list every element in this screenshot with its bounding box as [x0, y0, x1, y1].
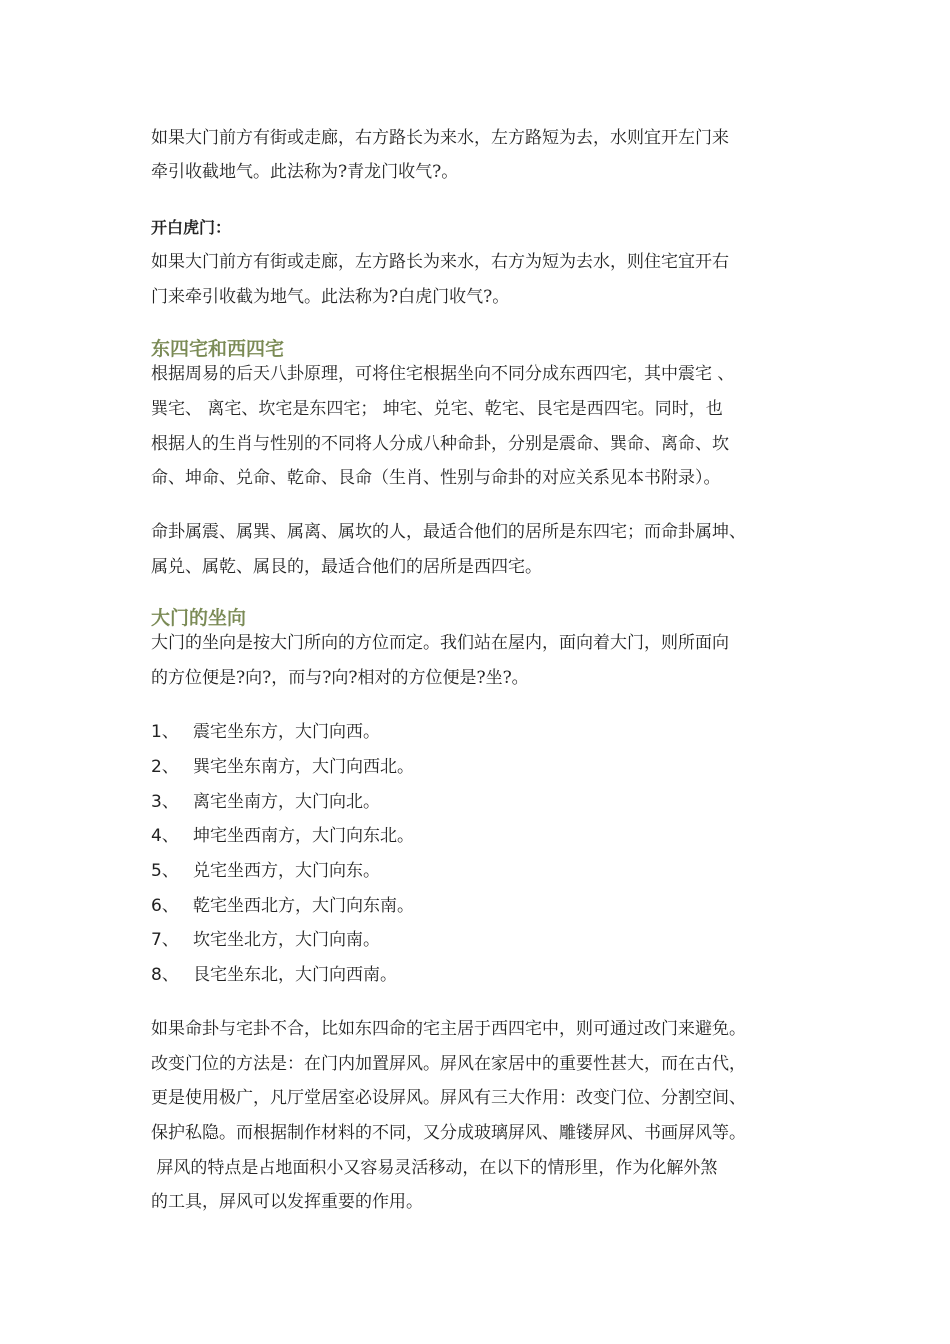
final-para-line-1: 如果命卦与宅卦不合，比如东四命的宅主居于西四宅中，则可通过改门来避免。 [151, 1019, 746, 1039]
final-para-line-5: 屏风的特点是占地面积小又容易灵活移动，在以下的情形里，作为化解外煞 [151, 1158, 718, 1178]
list-text: 艮宅坐东北，大门向西南。 [193, 965, 397, 985]
qinglong-line-1: 如果大门前方有街或走廊，右方路长为来水，左方路短为去，水则宜开左门来 [151, 128, 729, 148]
list-number: 8、 [151, 965, 179, 985]
list-item [151, 895, 414, 917]
list-number: 1、 [151, 722, 179, 742]
section1-para2-line-2: 属兑、属乾、属艮的，最适合他们的居所是西四宅。 [151, 557, 542, 577]
section2-line-1: 大门的坐向是按大门所向的方位而定。我们站在屋内，面向着大门，则所面向 [151, 633, 729, 653]
section1-para1-line-3: 根据人的生肖与性别的不同将人分成八种命卦，分别是震命、巽命、离命、坎 [151, 434, 729, 454]
baihu-line-2: 门来牵引收截为地气。此法称为?白虎门收气?。 [151, 287, 510, 307]
section-heading-east-west: 东四宅和西四宅 [151, 338, 285, 360]
list-item [151, 791, 380, 813]
list-text: 离宅坐南方，大门向北。 [193, 792, 380, 812]
list-item [151, 964, 397, 986]
final-para-line-3: 更是使用极广，凡厅堂居室必设屏风。屏风有三大作用：改变门位、分割空间、 [151, 1088, 746, 1108]
list-text: 震宅坐东方，大门向西。 [193, 722, 380, 742]
list-number: 3、 [151, 792, 179, 812]
section1-para1-line-2: 巽宅、 离宅、坎宅是东四宅； 坤宅、兑宅、乾宅、艮宅是西四宅。同时，也 [151, 399, 723, 419]
list-item [151, 860, 380, 882]
baihu-title: 开白虎门： [151, 218, 232, 237]
section1-para2-line-1: 命卦属震、属巽、属离、属坎的人，最适合他们的居所是东四宅；而命卦属坤、 [151, 522, 746, 542]
list-number: 4、 [151, 826, 179, 846]
list-item [151, 929, 380, 951]
list-text: 兑宅坐西方，大门向东。 [193, 861, 380, 881]
final-para-line-4: 保护私隐。而根据制作材料的不同，又分成玻璃屏风、雕镂屏风、书画屏风等。 [151, 1123, 746, 1143]
list-number: 6、 [151, 896, 179, 916]
list-number: 2、 [151, 757, 179, 777]
list-text: 乾宅坐西北方，大门向东南。 [193, 896, 414, 916]
section-heading-door-orientation: 大门的坐向 [151, 607, 247, 629]
section1-para1-line-1: 根据周易的后天八卦原理，可将住宅根据坐向不同分成东西四宅，其中震宅 、 [151, 364, 735, 384]
qinglong-line-2: 牵引收截地气。此法称为?青龙门收气?。 [151, 162, 459, 182]
list-number: 7、 [151, 930, 179, 950]
list-item [151, 756, 414, 778]
list-item [151, 721, 380, 743]
section2-line-2: 的方位便是?向?，而与?向?相对的方位便是?坐?。 [151, 668, 529, 688]
final-para-line-2: 改变门位的方法是：在门内加置屏风。屏风在家居中的重要性甚大，而在古代， [151, 1054, 746, 1074]
list-item [151, 825, 414, 847]
list-text: 坎宅坐北方，大门向南。 [193, 930, 380, 950]
list-number: 5、 [151, 861, 179, 881]
final-para-line-6: 的工具，屏风可以发挥重要的作用。 [151, 1192, 423, 1212]
baihu-line-1: 如果大门前方有街或走廊，左方路长为来水，右方为短为去水，则住宅宜开右 [151, 252, 729, 272]
list-text: 巽宅坐东南方，大门向西北。 [193, 757, 414, 777]
section1-para1-line-4: 命、坤命、兑命、乾命、艮命（生肖、性别与命卦的对应关系见本书附录）。 [151, 468, 721, 488]
list-text: 坤宅坐西南方，大门向东北。 [193, 826, 414, 846]
